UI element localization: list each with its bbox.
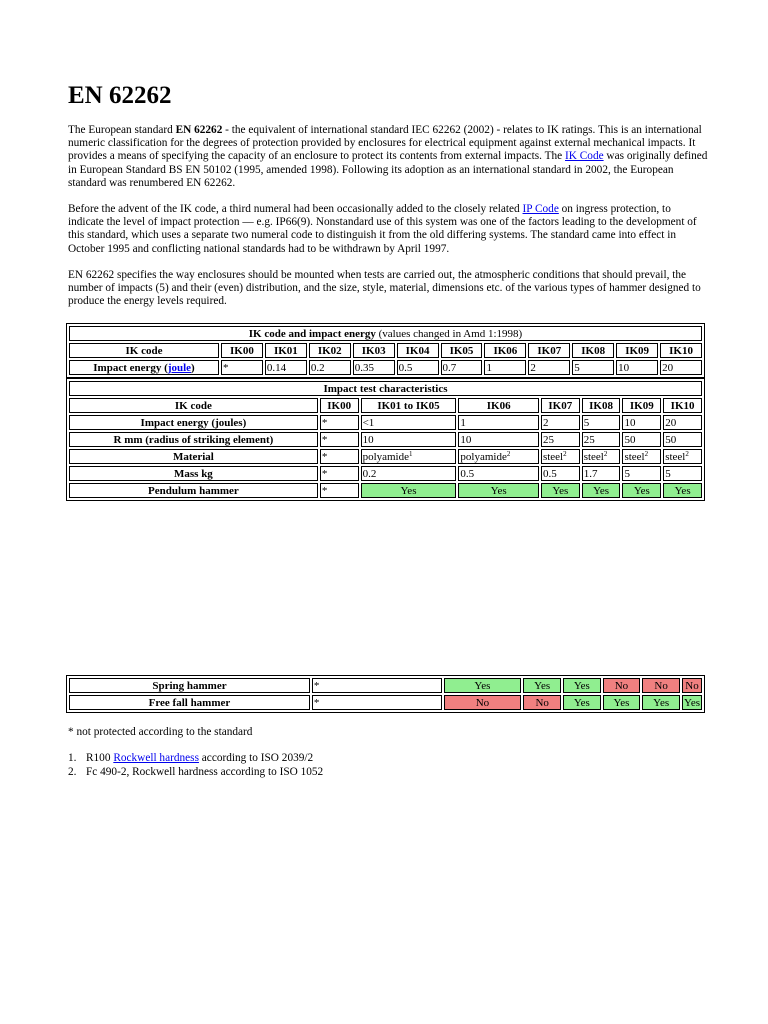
history-text-a: Before the advent of the IK code, a third numeral had been occasionally added to the closely related [68, 203, 523, 215]
yes-cell: Yes [582, 483, 621, 498]
table-cell [320, 449, 359, 464]
footnote-note: * not protected according to the standard [68, 726, 253, 738]
header-cell: IK06 [458, 398, 539, 413]
table-cell: 0.5 [541, 466, 580, 481]
history-paragraph [68, 203, 708, 256]
table-cell: * [320, 466, 359, 481]
table-row [69, 695, 702, 710]
header-cell: IK code [69, 398, 318, 413]
yes-cell: Yes [622, 483, 661, 498]
yes-cell: Yes [523, 678, 561, 693]
table-cell: 25 [582, 432, 621, 447]
no-cell: No [642, 678, 680, 693]
list-number: 1. [68, 752, 77, 764]
table-caption-row [69, 381, 702, 396]
row-label: Mass kg [69, 466, 318, 481]
ik-code-cell: IK00 [221, 343, 263, 358]
ik-code-link[interactable]: IK Code [565, 150, 604, 163]
table-row [69, 483, 702, 498]
cell-text: * [321, 450, 328, 463]
table-cell [458, 449, 539, 464]
table-row [69, 415, 702, 430]
no-cell: No [444, 695, 522, 710]
table-cell: 0.2 [361, 466, 457, 481]
intro-standard-name: EN 62262 [175, 124, 223, 136]
energy-cell: 1 [484, 360, 526, 375]
intro-text-c: - the equivalent of international standard IEC 62262 (2002) - relates to IK ratings. This is an international numeric classification for the degrees of protection provided by enclosures for electrical equipment against external mechanical impacts. It provides a means of specifying the capacity of an enclosure to protect its contents from external impacts. The [68, 124, 702, 163]
row-label: IK code [69, 343, 219, 358]
header-cell: IK01 to IK05 [361, 398, 457, 413]
header-cell: IK10 [663, 398, 702, 413]
list-item [68, 766, 323, 780]
yes-cell: Yes [563, 695, 601, 710]
cell-text: polyamide [460, 450, 507, 463]
ik-code-cell: IK10 [660, 343, 702, 358]
no-cell: No [523, 695, 561, 710]
table-header-row [69, 398, 702, 413]
yes-cell: Yes [663, 483, 702, 498]
ik-code-cell: IK06 [484, 343, 526, 358]
row-label: Pendulum hammer [69, 483, 318, 498]
table-cell: * [312, 678, 442, 693]
cell-text: steel [665, 450, 686, 463]
table-cell: * [320, 415, 359, 430]
table-cell: 0.5 [458, 466, 539, 481]
energy-cell: 0.2 [309, 360, 351, 375]
yes-cell: Yes [361, 483, 457, 498]
table-cell: 50 [622, 432, 661, 447]
table-cell: 50 [663, 432, 702, 447]
table-cell: 10 [361, 432, 457, 447]
header-cell: IK08 [582, 398, 621, 413]
caption-bold: IK code and impact energy [248, 327, 376, 340]
row-label: Material [69, 449, 318, 464]
row-label: R mm (radius of striking element) [69, 432, 318, 447]
cell-text: polyamide [362, 450, 409, 463]
yes-cell: Yes [683, 696, 700, 709]
table-caption: Impact test characteristics [69, 381, 702, 396]
page-title: EN 62262 [68, 82, 172, 109]
row-label: Free fall hammer [69, 695, 310, 710]
table-cell [582, 449, 621, 464]
table-cell [663, 449, 702, 464]
footnote-ref: 1 [409, 449, 413, 458]
intro-text-d: was originally defined in European Standard BS EN 50102 (1995, amended 1998). Following its adoption as an international standard in 2002, the European standard was renumbered EN 62262. [68, 150, 708, 189]
ik-code-cell: IK08 [572, 343, 614, 358]
no-cell: No [682, 678, 702, 693]
energy-cell: 10 [616, 360, 658, 375]
yes-cell: Yes [444, 678, 522, 693]
ik-code-row [69, 343, 702, 358]
table-cell: 5 [663, 466, 702, 481]
no-cell: No [603, 678, 641, 693]
ik-code-cell: IK03 [353, 343, 395, 358]
spec-paragraph: EN 62262 specifies the way enclosures should be mounted when tests are carried out, the atmospheric conditions that should prevail, the number of impacts (5) and their (even) distribution, and the size, style, material, dimensions etc. of the various types of hammer designed to produce the energy levels required. [68, 269, 701, 308]
yes-cell: Yes [458, 483, 539, 498]
intro-paragraph [68, 124, 708, 190]
table-cell: 25 [541, 432, 580, 447]
intro-text-a: The European standard [68, 124, 176, 136]
ik-code-cell: IK02 [309, 343, 351, 358]
table-cell: 1 [458, 415, 539, 430]
table-cell: * [320, 432, 359, 447]
table-caption [69, 326, 702, 341]
table-cell: 5 [582, 415, 621, 430]
row-label [69, 360, 219, 375]
impact-energy-row [69, 360, 702, 375]
references-list [68, 752, 323, 779]
ik-code-cell: IK07 [528, 343, 570, 358]
history-text-b: on ingress protection, to indicate the level of impact protection — e.g. IP66(9). Nonstandard use of this system was one of the factors leading to the development of this standard, which uses a separate two numeral code to distinguish it from the old differing systems. The standard came into effect in October 1995 and conflicting national standards had to be withdrawn by April 1997. [68, 203, 697, 255]
table-cell [541, 449, 580, 464]
table-cell: * [320, 483, 359, 498]
table-caption-row [69, 326, 702, 341]
ik-code-cell: IK09 [616, 343, 658, 358]
rockwell-hardness-link[interactable]: Rockwell hardness [113, 752, 199, 764]
header-cell: IK07 [541, 398, 580, 413]
ik-energy-table [66, 323, 705, 378]
table-cell: 1.7 [582, 466, 621, 481]
caption-rest: (values changed in Amd 1:1998) [375, 327, 523, 340]
energy-cell: 0.35 [353, 360, 395, 375]
table-row [69, 449, 702, 464]
footnote-ref: 2 [685, 449, 689, 458]
table-cell: 20 [663, 415, 702, 430]
footnote-ref: 2 [644, 449, 649, 458]
label-text: ) [191, 361, 195, 374]
table-cell: <1 [361, 415, 457, 430]
ref-text: Fc 490-2, Rockwell hardness according to ISO 1052 [86, 765, 324, 778]
energy-cell: * [221, 360, 263, 375]
table-cell: * [312, 695, 442, 710]
yes-cell: Yes [603, 695, 641, 710]
footnote-ref: 2 [563, 449, 567, 458]
label-text: Impact energy ( [93, 361, 168, 374]
table-row [69, 678, 702, 693]
impact-test-table [66, 378, 705, 501]
ik-code-cell: IK04 [397, 343, 439, 358]
cell-text: steel [583, 450, 604, 463]
joule-link[interactable]: joule [167, 361, 192, 374]
cell-text: steel [624, 450, 645, 463]
table-cell: 10 [622, 415, 661, 430]
yes-cell: Yes [563, 678, 601, 693]
table-cell: 2 [541, 415, 580, 430]
list-item [68, 752, 323, 766]
header-cell: IK09 [622, 398, 661, 413]
table-row [69, 466, 702, 481]
cell-text: steel [542, 450, 564, 463]
energy-cell: 2 [528, 360, 570, 375]
table-row [69, 432, 702, 447]
footnote-ref: 2 [506, 449, 511, 458]
row-label: Spring hammer [69, 678, 310, 693]
energy-cell: 0.14 [265, 360, 307, 375]
table-cell [361, 449, 457, 464]
header-cell: IK00 [320, 398, 359, 413]
ik-code-cell: IK05 [441, 343, 483, 358]
ip-code-link[interactable]: IP Code [522, 203, 559, 215]
energy-cell: 0.7 [441, 360, 483, 375]
row-label: Impact energy (joules) [69, 415, 318, 430]
ik-code-cell: IK01 [265, 343, 307, 358]
hammer-type-table [66, 675, 705, 713]
table-cell: 5 [622, 466, 661, 481]
ref-text: R100 [86, 752, 114, 764]
table-cell [622, 449, 661, 464]
energy-cell: 20 [660, 360, 702, 375]
list-number: 2. [68, 765, 77, 778]
yes-cell: Yes [642, 695, 680, 710]
footnote-ref: 2 [603, 449, 608, 458]
yes-cell: Yes [541, 483, 580, 498]
energy-cell: 5 [572, 360, 614, 375]
ref-text: according to ISO 2039/2 [198, 752, 314, 764]
table-cell: 10 [458, 432, 539, 447]
energy-cell: 0.5 [397, 360, 439, 375]
